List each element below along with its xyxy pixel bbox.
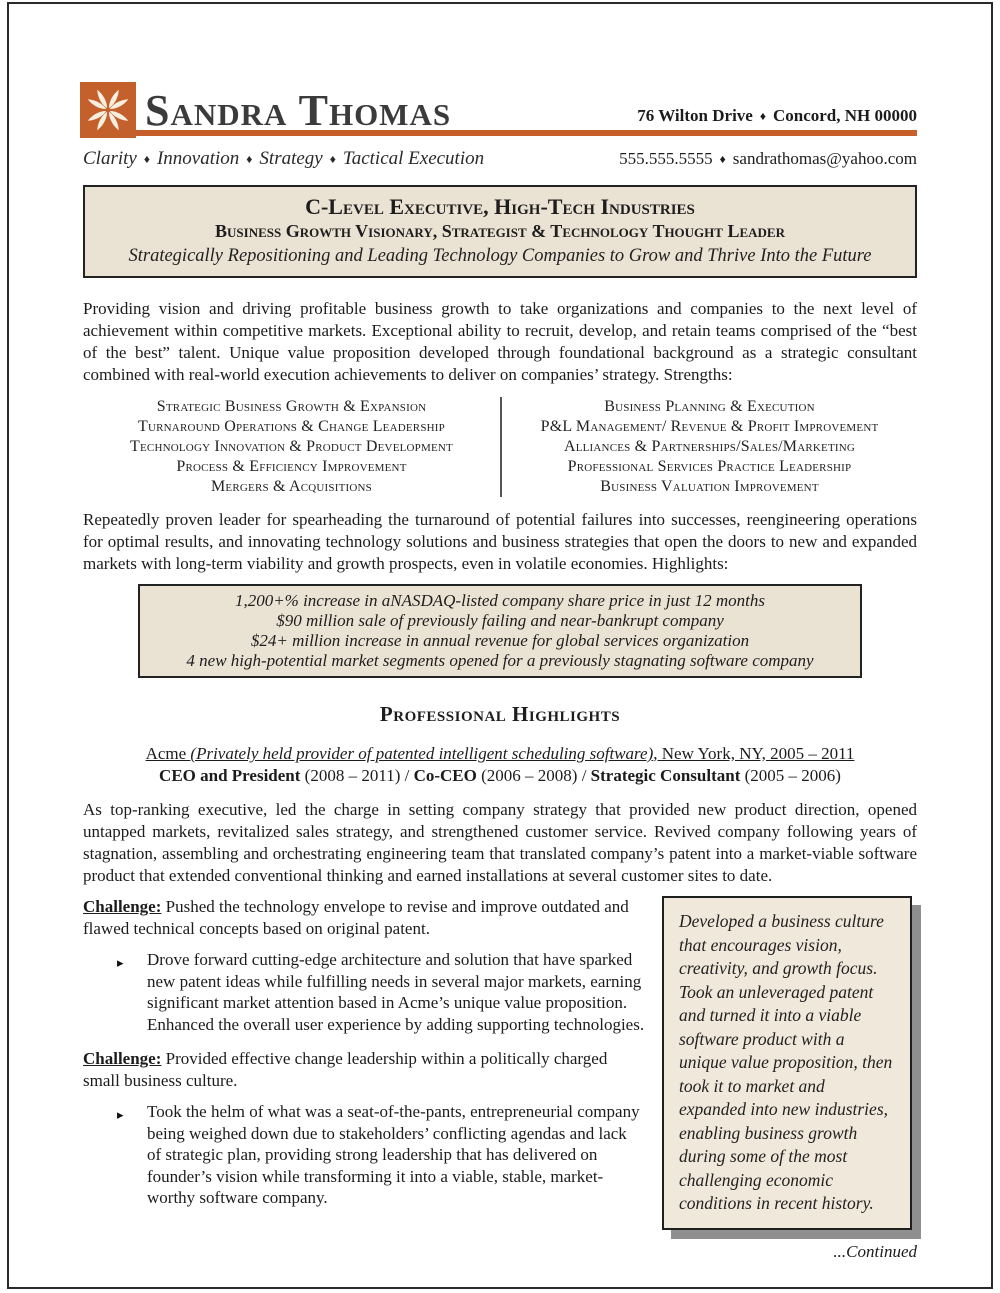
strengths-columns <box>83 397 917 497</box>
highlight-line: 1,200+% increase in aNASDAQ-listed company share price in just 12 months <box>234 591 766 610</box>
role-title: CEO and President <box>159 766 301 785</box>
continued-note: ...Continued <box>833 1241 917 1261</box>
strengths-right-column <box>500 397 917 497</box>
bullet-triangle-icon: ▸ <box>117 1107 124 1122</box>
strength-item: Technology Innovation & Product Development <box>130 438 453 455</box>
challenge-block <box>83 896 645 939</box>
header <box>83 82 917 139</box>
pinwheel-leaf-logo-icon <box>80 82 136 138</box>
bullet-item <box>117 949 645 1035</box>
strength-item: Process & Efficiency Improvement <box>176 458 407 475</box>
roles-line <box>83 766 917 786</box>
candidate-name: Sandra Thomas <box>145 86 452 135</box>
role-dates: (2006 – 2008) / <box>476 766 591 785</box>
diamond-separator-icon: ♦ <box>329 152 336 166</box>
strength-item: Business Valuation Improvement <box>600 478 819 495</box>
employer-location-dates: , New York, NY, 2005 – 2011 <box>653 744 855 763</box>
employer-name: Acme <box>145 744 191 763</box>
highlights-box <box>138 584 862 678</box>
challenge-label: Challenge: <box>83 1049 162 1068</box>
challenge-block <box>83 1048 645 1091</box>
section-heading: Professional Highlights <box>379 702 621 726</box>
headline-primary: C-Level Executive, High-Tech Industries <box>305 194 695 219</box>
email-address: sandrathomas@yahoo.com <box>732 149 917 168</box>
employer-summary: As top-ranking executive, led the charge in setting company strategy that provided new product direction, opened untapped markets, revitalized sales strategy, and strengthened customer service. Revived company following years of stagnation, assembling and orchestrating engineering team that translated company’s patent into a market-viable software product that extended conventional thinking and earned installations at several customer sites to date. <box>83 800 917 885</box>
tagline-item: Strategy <box>259 148 323 169</box>
headline-box <box>83 185 917 278</box>
role-dates: (2005 – 2006) <box>740 766 841 785</box>
challenge-text: Provided effective change leadership within a politically charged small business culture. <box>83 1049 608 1090</box>
tagline <box>83 148 484 170</box>
highlight-line: 4 new high-potential market segments opened for a previously stagnating software company <box>186 651 814 670</box>
bullet-triangle-icon: ▸ <box>117 955 124 970</box>
employer-line <box>83 744 917 764</box>
bullet-text: Drove forward cutting-edge architecture and solution that have sparked new patent ideas while fulfilling needs in several major markets, earning significant market attention based in Acme’s unique value proposition. Enhanced the overall user experience by adding supporting technologies. <box>147 950 645 1034</box>
strength-item: Strategic Business Growth & Expansion <box>156 398 427 415</box>
challenges-and-sidebar <box>83 896 917 1230</box>
turnaround-paragraph: Repeatedly proven leader for spearheading the turnaround of potential failures into successes, reengineering operations for optimal results, and innovating technology solutions and business strategies that open the doors to new and expanded markets with long-term viability and growth prospects, even in volatile economies. Highlights: <box>83 510 917 573</box>
header-subrow <box>83 148 917 170</box>
strength-item: Professional Services Practice Leadership <box>567 458 852 475</box>
contact-phone-email <box>619 149 917 169</box>
strength-item: P&L Management/ Revenue & Profit Improvement <box>540 418 879 435</box>
role-title: Strategic Consultant <box>590 766 741 785</box>
diamond-separator-icon: ♦ <box>719 152 726 166</box>
diamond-separator-icon: ♦ <box>143 152 150 166</box>
tagline-item: Clarity <box>83 148 137 169</box>
headline-secondary: Business Growth Visionary, Strategist & Technology Thought Leader <box>215 221 785 241</box>
highlight-line: $90 million sale of previously failing and near-bankrupt company <box>276 611 724 630</box>
bullet-item <box>117 1101 645 1209</box>
challenge-text: Pushed the technology envelope to revise and improve outdated and flawed technical concepts based on original patent. <box>83 897 629 938</box>
strength-item: Alliances & Partnerships/Sales/Marketing <box>563 438 856 455</box>
summary-paragraph: Providing vision and driving profitable business growth to take organizations and companies to the next level of achievement within competitive markets. Exceptional ability to recruit, develop, and retain teams comprised of the “best of the best” talent. Unique value proposition developed through foundational background as a strategic consultant combined with real-world execution achievements to deliver on companies’ strategy. Strengths: <box>83 299 917 384</box>
employer-descriptor: (Privately held provider of patented intelligent scheduling software) <box>190 744 654 763</box>
phone-number: 555.555.5555 <box>619 149 713 168</box>
challenge-label: Challenge: <box>83 897 162 916</box>
tagline-item: Innovation <box>156 148 240 169</box>
challenges-column <box>83 896 645 1222</box>
headline-tagline: Strategically Repositioning and Leading Technology Companies to Grow and Thrive Into the Future <box>128 246 872 266</box>
contact-address <box>637 106 917 126</box>
tagline-item: Tactical Execution <box>342 148 485 169</box>
sidebar-callout: Developed a business culture that encourages vision, creativity, and growth focus. Took an unleveraged patent and turned it into a viable software product with a unique value proposition, then took it to market and expanded into new industries, enabling business growth during some of the most challenging economic conditions in recent history. <box>662 896 912 1230</box>
address-street: 76 Wilton Drive <box>637 106 753 125</box>
strength-item: Business Planning & Execution <box>604 398 815 415</box>
role-title: Co-CEO <box>413 766 477 785</box>
bullet-text: Took the helm of what was a seat-of-the-pants, entrepreneurial company being weighed down due to stakeholders’ conflicting agendas and lack of strategic plan, providing strong leadership that has delivered on founder’s vision while transforming it into a viable, stable, market-worthy software company. <box>147 1102 640 1207</box>
strength-item: Turnaround Operations & Change Leadership <box>138 418 445 435</box>
strengths-left-column <box>83 397 500 497</box>
diamond-separator-icon: ♦ <box>246 152 253 166</box>
strength-item: Mergers & Acquisitions <box>211 478 372 495</box>
address-city: Concord, NH 00000 <box>772 106 917 125</box>
highlight-line: $24+ million increase in annual revenue for global services organization <box>250 631 750 650</box>
diamond-separator-icon: ♦ <box>759 109 766 123</box>
role-dates: (2008 – 2011) / <box>300 766 414 785</box>
